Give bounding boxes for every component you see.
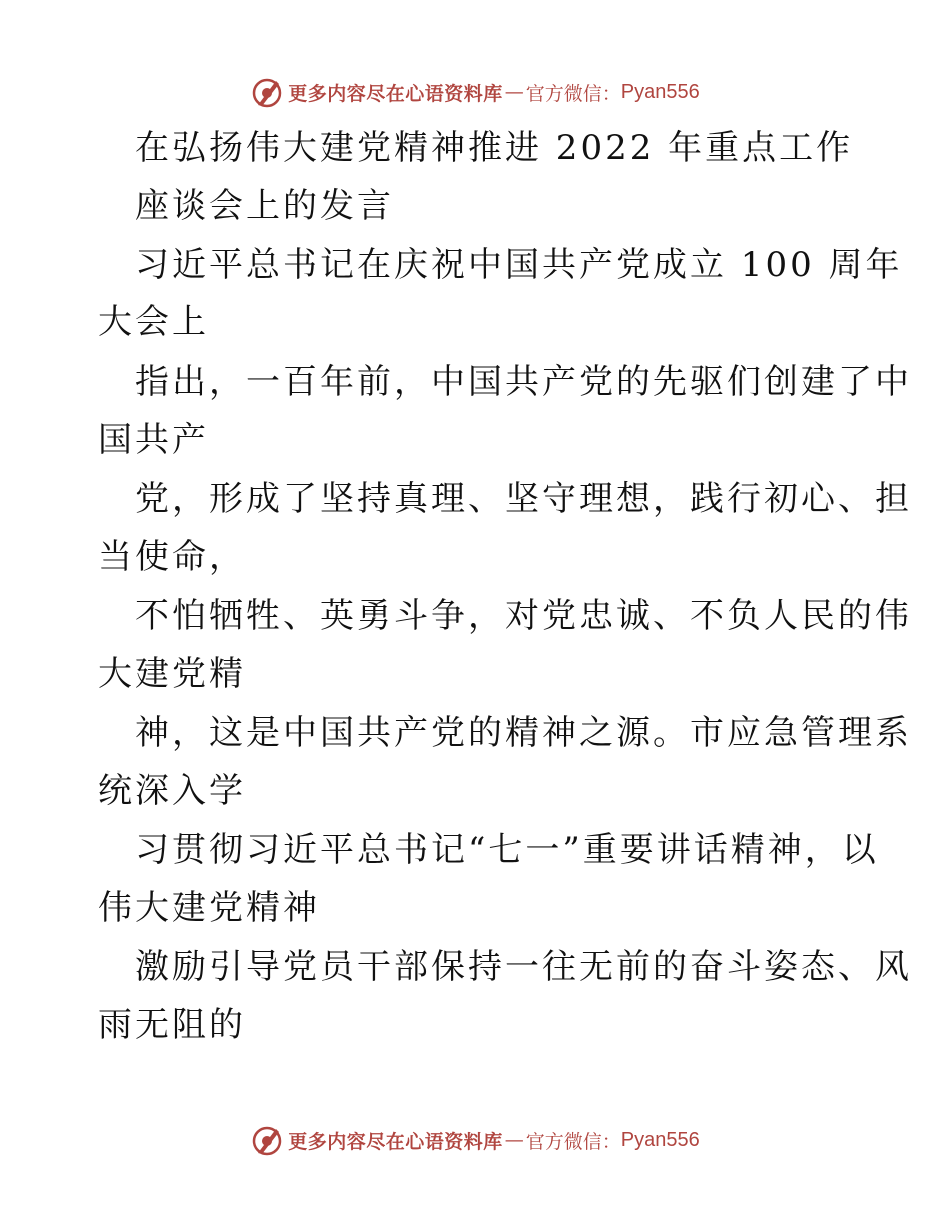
body-line: 国共产: [98, 420, 209, 460]
header-banner: [0, 72, 950, 112]
body-line: 习近平总书记在庆祝中国共产党成立 100 周年: [135, 245, 903, 285]
banner-text: 更多内容尽在心语资料库: [288, 82, 503, 105]
body-line: 党，形成了坚持真理、坚守理想，践行初心、担: [135, 479, 912, 519]
body-line: 统深入学: [98, 771, 246, 811]
wechat-id: Pyan556: [620, 80, 700, 103]
body-line: 雨无阻的: [98, 1005, 246, 1045]
body-line: 大建党精: [98, 654, 246, 694]
body-line: 指出，一百年前，中国共产党的先驱们创建了中: [135, 362, 912, 402]
body-line: 大会上: [98, 302, 209, 342]
wechat-label: 官方微信：: [525, 82, 621, 105]
wechat-id: Pyan556: [620, 1128, 700, 1151]
body-line: 神，这是中国共产党的精神之源。市应急管理系: [135, 713, 912, 753]
wechat-label: 官方微信：: [525, 1130, 621, 1153]
banner-separator: —: [504, 81, 524, 103]
banner-separator: —: [504, 1129, 524, 1151]
body-line: 伟大建党精神: [98, 888, 320, 928]
title-line-2: 座谈会上的发言: [135, 186, 394, 226]
banner-text: 更多内容尽在心语资料库: [288, 1130, 503, 1153]
body-line: 习贯彻习近平总书记“七一”重要讲话精神，以: [135, 830, 879, 870]
body-line: 不怕牺牲、英勇斗争，对党忠诚、不负人民的伟: [135, 596, 912, 636]
quill-logo-icon: [250, 1123, 284, 1157]
body-line: 激励引导党员干部保持一往无前的奋斗姿态、风: [135, 947, 912, 987]
footer-banner: [0, 1120, 950, 1160]
body-line: 当使命，: [98, 537, 246, 577]
title-line-1: 在弘扬伟大建党精神推进 2022 年重点工作: [135, 128, 854, 168]
quill-logo-icon: [250, 75, 284, 109]
